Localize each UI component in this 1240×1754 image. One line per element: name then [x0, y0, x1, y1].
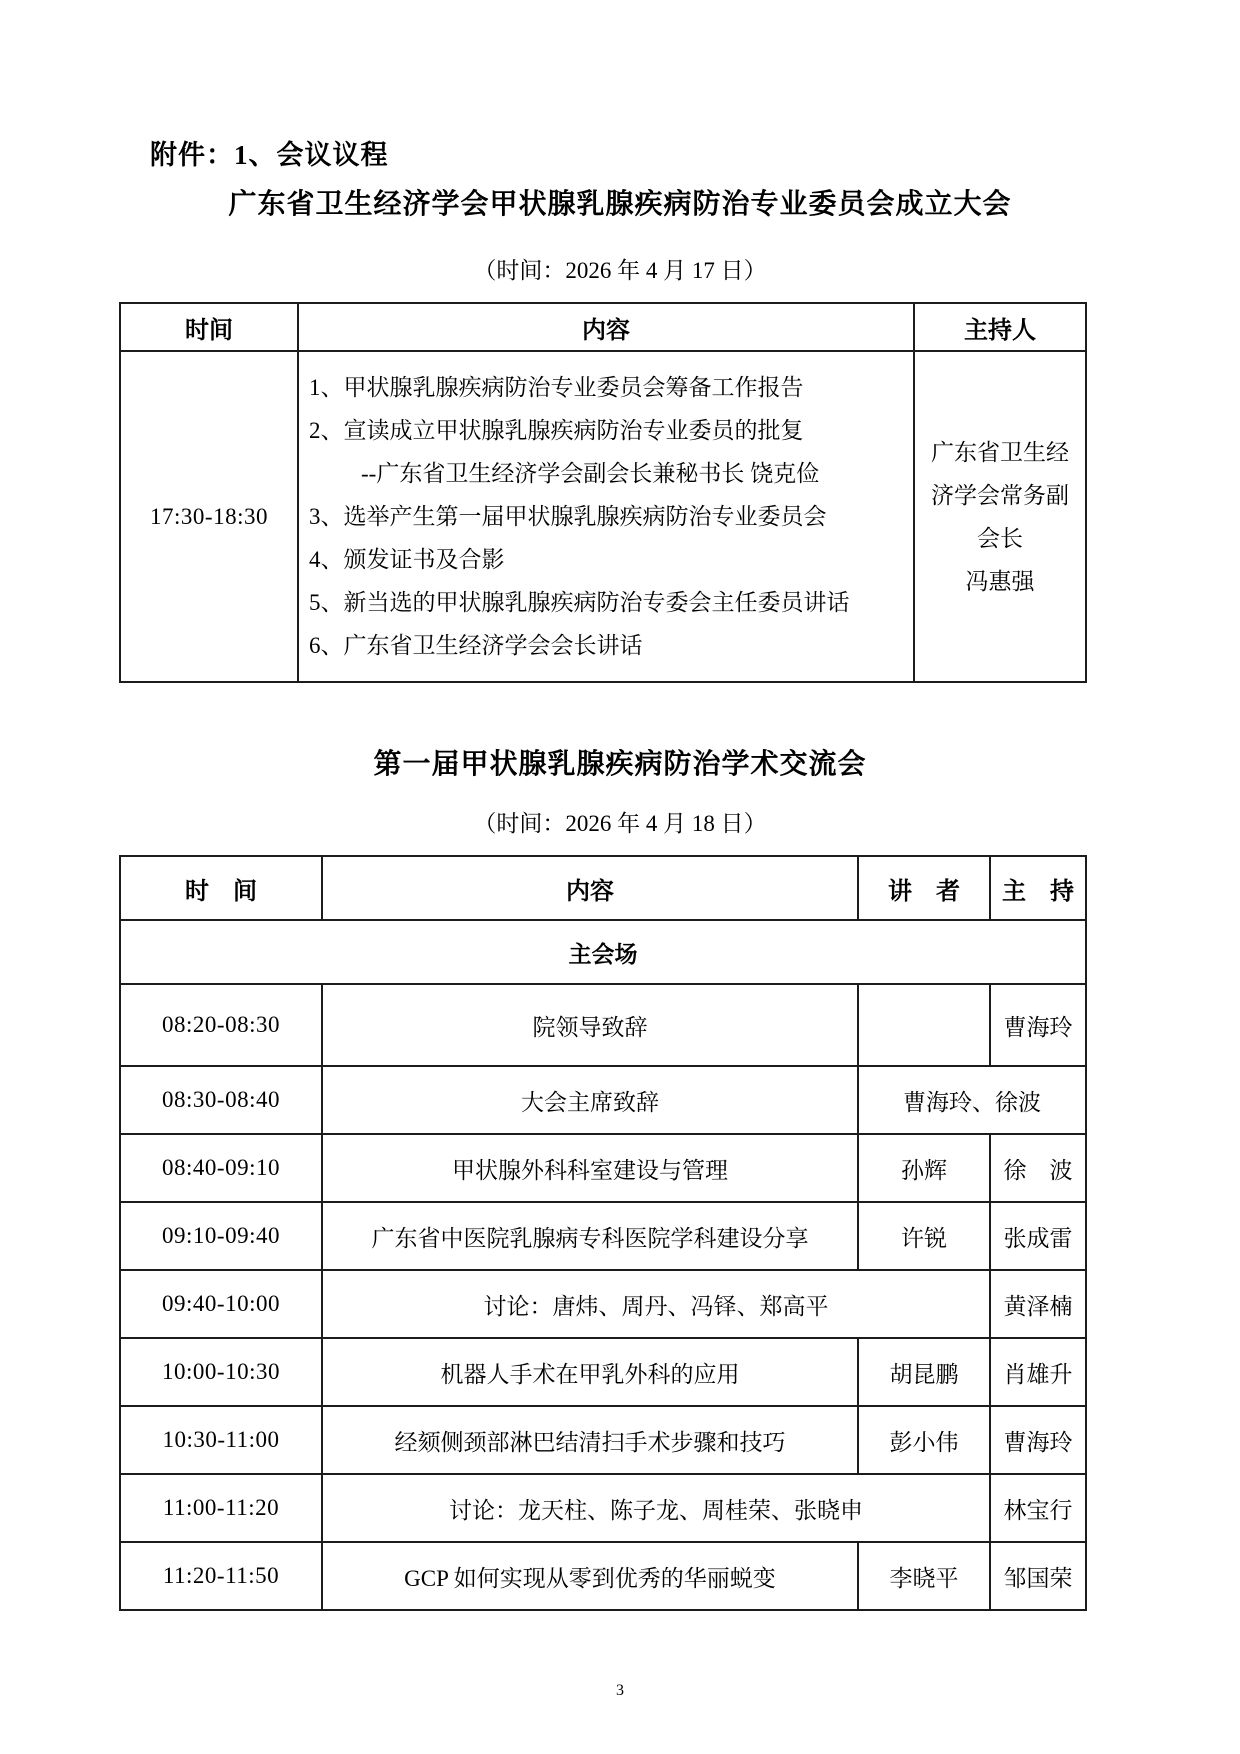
table-row [120, 1542, 1086, 1610]
content-cell: 讨论：唐炜、周丹、冯铎、郑高平 [322, 1270, 990, 1338]
time-cell: 09:10-09:40 [120, 1202, 322, 1270]
host-cell: 张成雷 [990, 1202, 1086, 1270]
table-row [120, 351, 1086, 682]
content-cell [298, 351, 914, 682]
table-row [120, 1338, 1086, 1406]
agenda-item: 1、甲状腺乳腺疾病防治专业委员会筹备工作报告 [309, 375, 804, 400]
speaker-cell: 孙辉 [858, 1134, 990, 1202]
content-cell: 机器人手术在甲乳外科的应用 [322, 1338, 858, 1406]
section1-date-line: （时间：2026 年 4 月 17 日） [473, 258, 767, 283]
agenda-item: 3、选举产生第一届甲状腺乳腺疾病防治专业委员会 [309, 504, 827, 529]
time-cell: 11:20-11:50 [120, 1542, 322, 1610]
host-cell: 黄泽楠 [990, 1270, 1086, 1338]
host-cell [914, 351, 1086, 682]
venue-cell: 主会场 [120, 920, 1086, 984]
content-cell: GCP 如何实现从零到优秀的华丽蜕变 [322, 1542, 858, 1610]
table-row [120, 1270, 1086, 1338]
time-cell: 08:20-08:30 [120, 984, 322, 1066]
host-line: 济学会常务副 [931, 482, 1069, 508]
speaker-cell: 李晓平 [858, 1542, 990, 1610]
time-cell: 17:30-18:30 [120, 351, 298, 682]
content-cell: 大会主席致辞 [322, 1066, 858, 1134]
table-row [120, 1066, 1086, 1134]
table-header-row [120, 303, 1086, 351]
content-cell: 讨论：龙天柱、陈子龙、周桂荣、张晓申 [322, 1474, 990, 1542]
founding-meeting-table [119, 302, 1087, 683]
agenda-item: 4、颁发证书及合影 [309, 547, 505, 572]
host-cell: 曹海玲 [990, 1406, 1086, 1474]
agenda-item: --广东省卫生经济学会副会长兼秘书长 饶克俭 [361, 461, 820, 486]
section2-date-line: （时间：2026 年 4 月 18 日） [473, 811, 767, 836]
attachment-heading: 附件：1、会议议程 [150, 140, 389, 170]
table-row [120, 1134, 1086, 1202]
speaker-cell: 许锐 [858, 1202, 990, 1270]
academic-conference-table [119, 855, 1087, 1611]
agenda-item: 6、广东省卫生经济学会会长讲话 [309, 633, 643, 658]
content-cell: 经颏侧颈部淋巴结清扫手术步骤和技巧 [322, 1406, 858, 1474]
host-line: 冯惠强 [965, 568, 1035, 594]
host-cell: 肖雄升 [990, 1338, 1086, 1406]
header-time: 时间 [120, 303, 298, 351]
table-row [120, 1474, 1086, 1542]
content-cell: 甲状腺外科科室建设与管理 [322, 1134, 858, 1202]
table-row [120, 1202, 1086, 1270]
agenda-item: 5、新当选的甲状腺乳腺疾病防治专委会主任委员讲话 [309, 590, 850, 615]
content-cell: 院领导致辞 [322, 984, 858, 1066]
host-cell: 徐 波 [990, 1134, 1086, 1202]
header-content: 内容 [298, 303, 914, 351]
table-header-row [120, 856, 1086, 920]
speaker-cell: 胡昆鹏 [858, 1338, 990, 1406]
page-number: 3 [616, 1682, 624, 1699]
time-cell: 09:40-10:00 [120, 1270, 322, 1338]
host-line: 广东省卫生经 [931, 439, 1069, 465]
header-host: 主持人 [914, 303, 1086, 351]
host-cell: 林宝行 [990, 1474, 1086, 1542]
time-cell: 11:00-11:20 [120, 1474, 322, 1542]
header-host: 主 持 [990, 856, 1086, 920]
header-content: 内容 [322, 856, 858, 920]
content-cell: 广东省中医院乳腺病专科医院学科建设分享 [322, 1202, 858, 1270]
speaker-cell: 彭小伟 [858, 1406, 990, 1474]
header-speaker: 讲 者 [858, 856, 990, 920]
time-cell: 10:30-11:00 [120, 1406, 322, 1474]
host-cell: 邹国荣 [990, 1542, 1086, 1610]
host-cell: 曹海玲 [990, 984, 1086, 1066]
speaker-host-cell: 曹海玲、徐波 [858, 1066, 1086, 1134]
header-time: 时 间 [120, 856, 322, 920]
time-cell: 10:00-10:30 [120, 1338, 322, 1406]
section2-title: 第一届甲状腺乳腺疾病防治学术交流会 [373, 749, 867, 780]
table-row [120, 1406, 1086, 1474]
venue-row [120, 920, 1086, 984]
host-line: 会长 [977, 525, 1023, 551]
table-row [120, 984, 1086, 1066]
speaker-cell [858, 984, 990, 1066]
time-cell: 08:30-08:40 [120, 1066, 322, 1134]
agenda-item: 2、宣读成立甲状腺乳腺疾病防治专业委员的批复 [309, 418, 804, 443]
time-cell: 08:40-09:10 [120, 1134, 322, 1202]
section1-title: 广东省卫生经济学会甲状腺乳腺疾病防治专业委员会成立大会 [228, 189, 1012, 220]
